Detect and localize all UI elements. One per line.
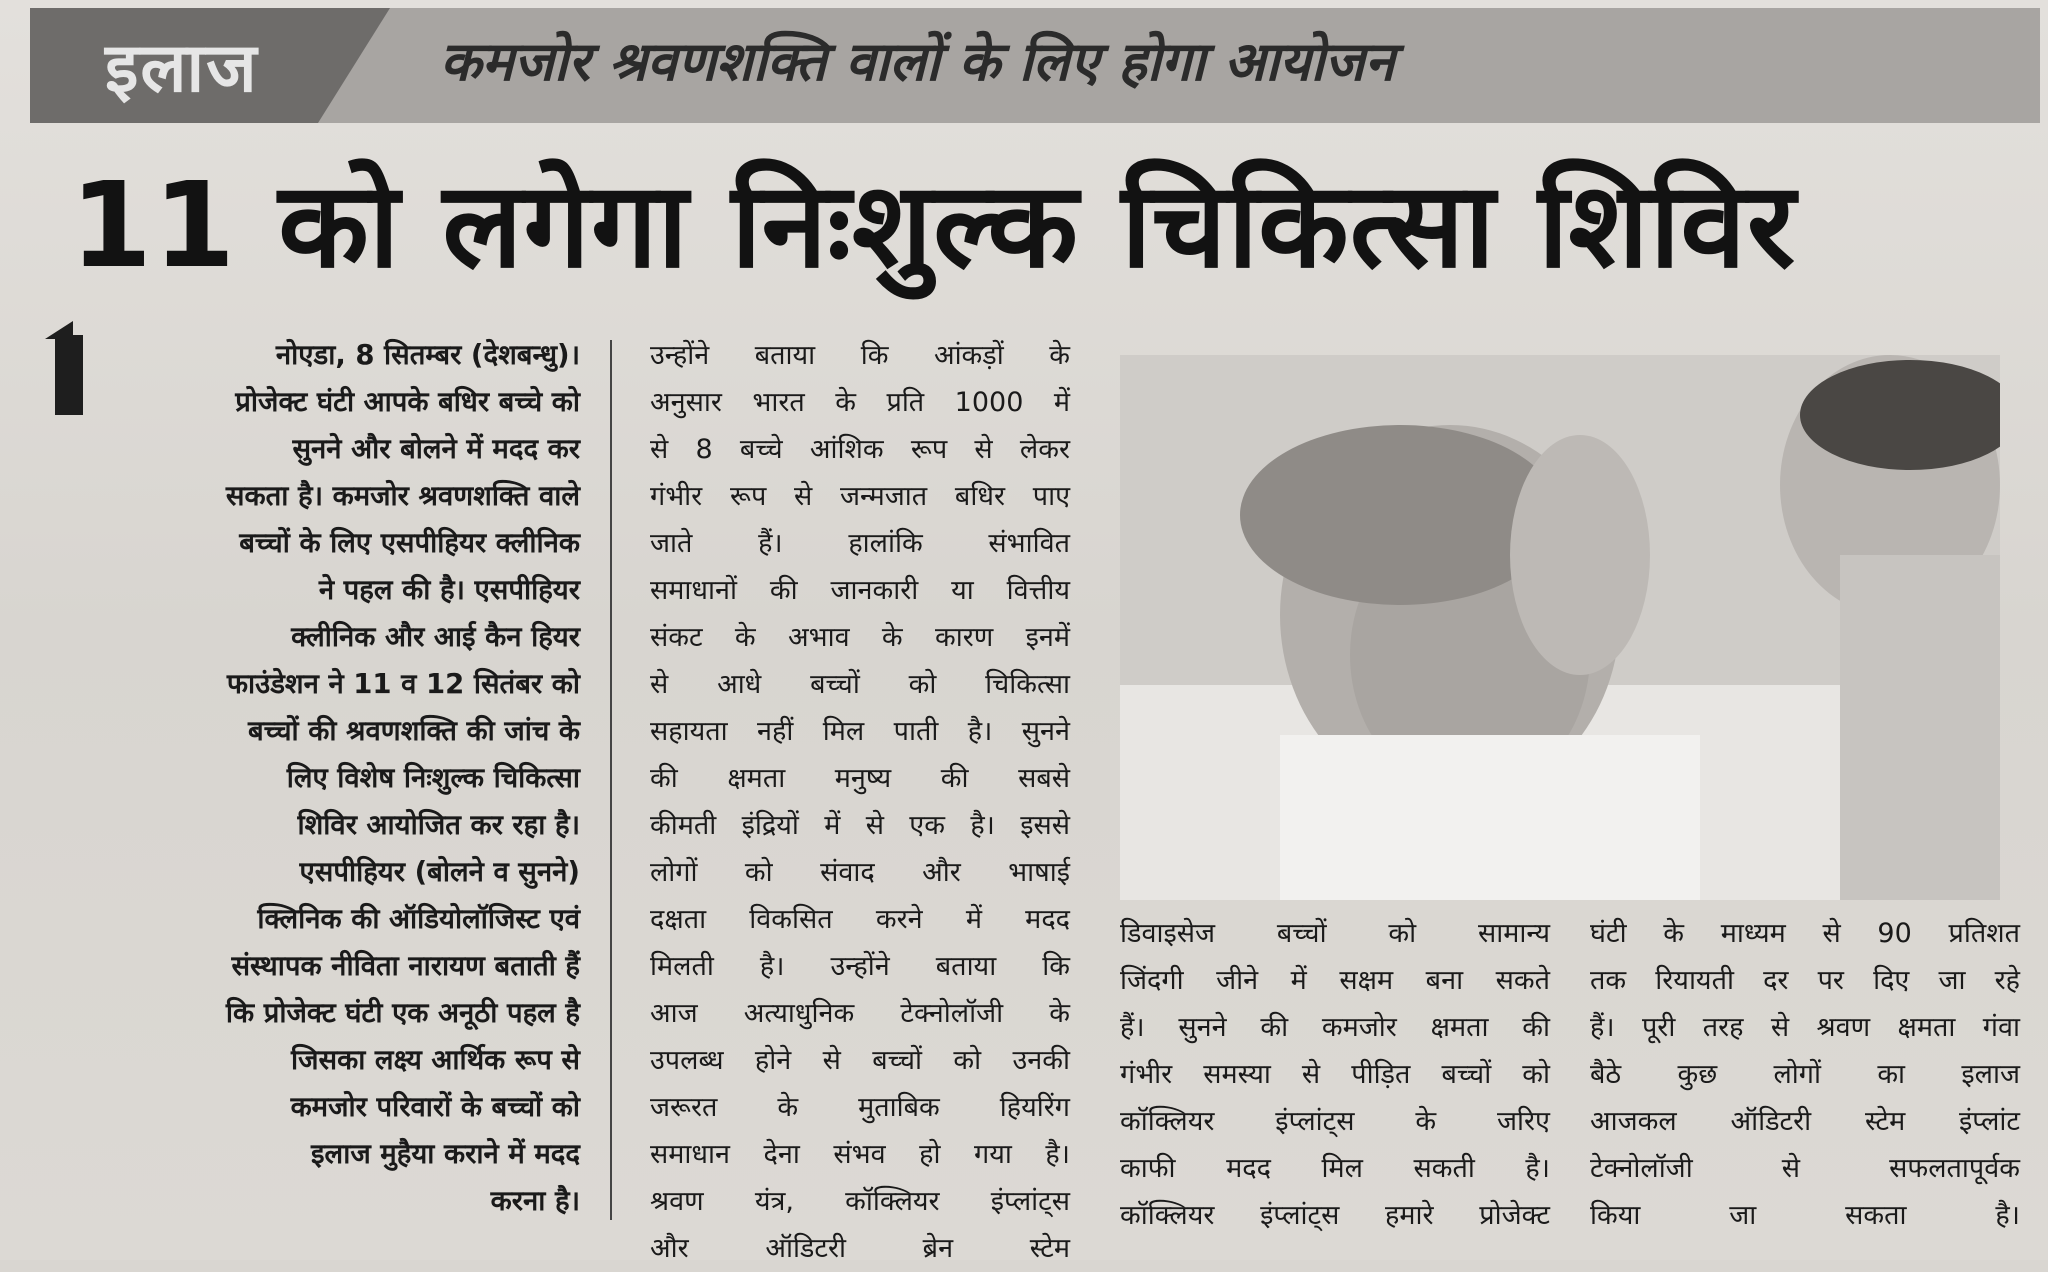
- text-line: क्लीनिक और आई कैन हियर: [291, 621, 580, 653]
- text-line: उन्होंने बताया कि आंकड़ों के: [650, 340, 1070, 371]
- text-line: श्रवण यंत्र, कॉक्लियर इंप्लांट्स: [650, 1186, 1070, 1217]
- text-line: गंभीर रूप से जन्मजात बधिर पाए: [650, 481, 1070, 512]
- text-line: आजकल ऑडिटरी स्टेम इंप्लांट: [1590, 1106, 2020, 1137]
- section-kicker: इलाज: [105, 29, 259, 108]
- text-line: कमजोर परिवारों के बच्चों को: [290, 1091, 580, 1123]
- text-line: तक रियायती दर पर दिए जा रहे: [1590, 965, 2020, 996]
- text-line: हैं। सुनने की कमजोर क्षमता की: [1120, 1012, 1550, 1043]
- text-line: एसपीहियर (बोलने व सुनने): [299, 856, 580, 888]
- article-column-1: [110, 332, 580, 1225]
- text-line: गंभीर समस्या से पीड़ित बच्चों को: [1120, 1059, 1550, 1090]
- text-line: बैठे कुछ लोगों का इलाज: [1590, 1059, 2020, 1090]
- text-line: जाते हैं। हालांकि संभावित: [650, 528, 1070, 559]
- text-line: दक्षता विकसित करने में मदद: [650, 904, 1070, 935]
- text-line: ने पहल की है। एसपीहियर: [318, 574, 580, 606]
- text-line: संकट के अभाव के कारण इनमें: [650, 622, 1070, 653]
- text-line: लोगों को संवाद और भाषाई: [650, 857, 1070, 888]
- text-line: टेक्नोलॉजी से सफलतापूर्वक: [1590, 1153, 2020, 1184]
- text-line: आज अत्याधुनिक टेक्नोलॉजी के: [650, 998, 1070, 1029]
- text-line: मिलती है। उन्होंने बताया कि: [650, 951, 1070, 982]
- subheadline: कमजोर श्रवणशक्ति वालों के लिए होगा आयोजन: [440, 30, 1395, 93]
- text-line: कीमती इंद्रियों में से एक है। इससे: [650, 810, 1070, 841]
- text-line: लिए विशेष निःशुल्क चिकित्सा: [286, 762, 580, 794]
- text-line: से आधे बच्चों को चिकित्सा: [650, 669, 1070, 700]
- text-line: जिसका लक्ष्य आर्थिक रूप से: [291, 1044, 580, 1076]
- text-line: बच्चों के लिए एसपीहियर क्लीनिक: [239, 527, 580, 559]
- text-line: शिविर आयोजित कर रहा है।: [297, 809, 580, 841]
- text-line: से 8 बच्चे आंशिक रूप से लेकर: [650, 434, 1070, 465]
- text-line: नोएडा, 8 सितम्बर (देशबन्धु)।: [275, 339, 580, 371]
- text-line: सकता है। कमजोर श्रवणशक्ति वाले: [225, 480, 580, 512]
- column-divider: [610, 340, 612, 1220]
- text-line: सुनने और बोलने में मदद कर: [292, 433, 580, 465]
- text-line: डिवाइसेज बच्चों को सामान्य: [1120, 918, 1550, 949]
- text-line: जिंदगी जीने में सक्षम बना सकते: [1120, 965, 1550, 996]
- text-line: संस्थापक नीविता नारायण बताती हैं: [231, 950, 580, 982]
- article-column-4: [1590, 910, 2020, 1239]
- article-column-2: [650, 332, 1070, 1272]
- quote-mark-icon: [55, 335, 83, 415]
- headline: 11 को लगेगा निःशुल्क चिकित्सा शिविर: [70, 156, 1797, 294]
- text-line: बच्चों की श्रवणशक्ति की जांच के: [248, 715, 580, 747]
- text-line: करना है।: [490, 1185, 580, 1217]
- text-line: जरूरत के मुताबिक हियरिंग: [650, 1092, 1070, 1123]
- text-line: और ऑडिटरी ब्रेन स्टेम: [650, 1233, 1070, 1264]
- text-line: प्रोजेक्ट घंटी आपके बधिर बच्चे को: [235, 386, 580, 418]
- text-line: घंटी के माध्यम से 90 प्रतिशत: [1590, 918, 2020, 949]
- photo-illustration: [1120, 355, 2000, 900]
- text-line: अनुसार भारत के प्रति 1000 में: [650, 387, 1070, 418]
- text-line: समाधान देना संभव हो गया है।: [650, 1139, 1070, 1170]
- text-line: समाधानों की जानकारी या वित्तीय: [650, 575, 1070, 606]
- text-line: सहायता नहीं मिल पाती है। सुनने: [650, 716, 1070, 747]
- text-line: उपलब्ध होने से बच्चों को उनकी: [650, 1045, 1070, 1076]
- text-line: इलाज मुहैया कराने में मदद: [311, 1138, 580, 1170]
- text-line: की क्षमता मनुष्य की सबसे: [650, 763, 1070, 794]
- text-line: हैं। पूरी तरह से श्रवण क्षमता गंवा: [1590, 1012, 2020, 1043]
- text-line: फाउंडेशन ने 11 व 12 सितंबर को: [226, 668, 580, 700]
- article-column-3: [1120, 910, 1550, 1239]
- text-line: कॉक्लियर इंप्लांट्स के जरिए: [1120, 1106, 1550, 1137]
- article-photo: [1120, 355, 2000, 900]
- text-line: किया जा सकता है।: [1590, 1200, 2020, 1231]
- text-line: क्लिनिक की ऑडियोलॉजिस्ट एवं: [257, 903, 580, 935]
- text-line: कि प्रोजेक्ट घंटी एक अनूठी पहल है: [225, 997, 580, 1029]
- text-line: कॉक्लियर इंप्लांट्स हमारे प्रोजेक्ट: [1120, 1200, 1550, 1231]
- text-line: काफी मदद मिल सकती है।: [1120, 1153, 1550, 1184]
